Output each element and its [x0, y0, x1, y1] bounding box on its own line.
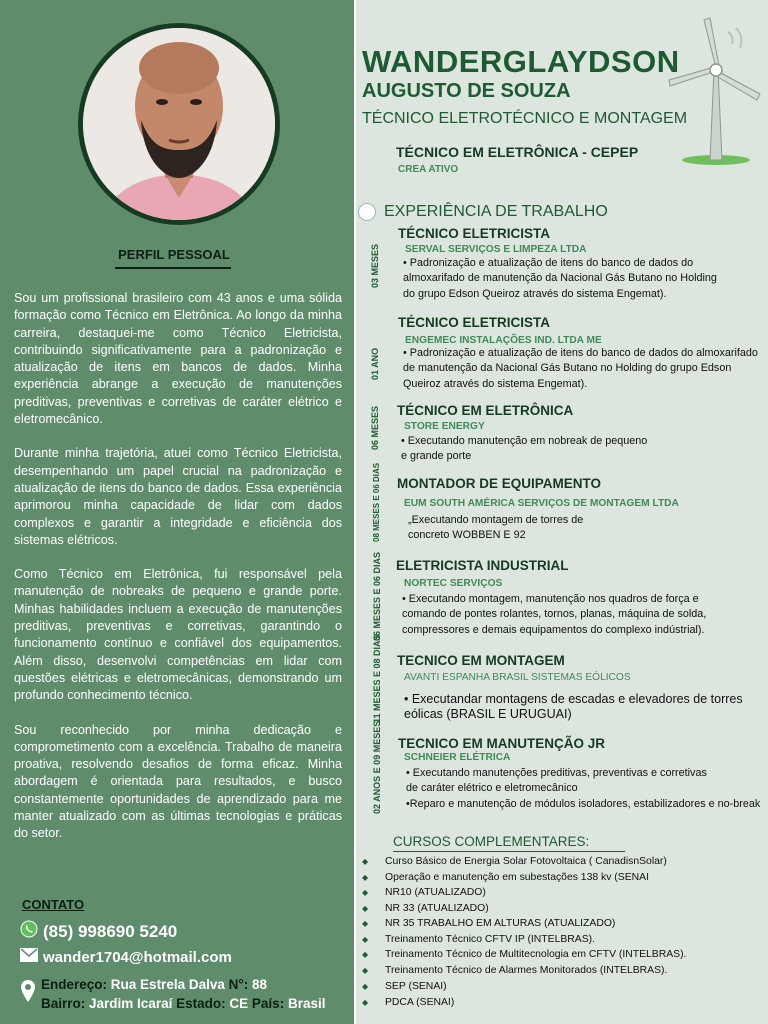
job-subtitle: TÉCNICO ELETROTÉCNICO E MONTAGEM	[362, 110, 688, 127]
job-duration: 06 MESES E 06 DIAS	[372, 551, 382, 641]
endereco-label: Endereço:	[41, 977, 108, 992]
perfil-paragraph: Durante minha trajetória, atuei como Técnico Eletricista, desempenhando um papel crucial na padronização e atualização de itens do banco de dados. Essa experiência aprimorou minha capacidade de lidar com dados complexos e garantir a integridade e eficiência dos sistemas elétricos.	[14, 446, 342, 547]
course-item	[362, 934, 595, 945]
course-label: PDCA (SENAI)	[385, 997, 455, 1008]
bairro-label: Bairro:	[41, 996, 86, 1011]
email-address[interactable]: wander1704@hotmail.com	[43, 948, 232, 966]
estado-label: Estado:	[176, 996, 226, 1011]
diamond-bullet-icon: ◆	[362, 982, 369, 991]
job-duration: 06 MESES	[370, 405, 380, 450]
course-item	[362, 903, 489, 914]
estado-value: CE	[229, 996, 249, 1011]
course-item	[362, 949, 686, 960]
address-row	[20, 975, 326, 1013]
education-course: TÉCNICO EM ELETRÔNICA - CEPEP	[396, 144, 639, 160]
pais-label: País:	[251, 996, 285, 1011]
pais-value: Brasil	[287, 996, 326, 1011]
job-description: • Padronização e atualização de itens do banco de dados do almoxarifado de manutenção da Nacional Gás Butano no Holding do grupo Edson Queiroz através do sistema Engemat).	[403, 347, 758, 390]
job-duration: 08 MESES E 06 DIAS	[372, 462, 381, 542]
course-item	[362, 981, 447, 992]
job-description: • Executandar montagens de escadas e elevadores de torres eólicas (BRASIL E URUGUAI)	[404, 692, 743, 721]
diamond-bullet-icon: ◆	[362, 919, 369, 928]
job-company: STORE ENERGY	[404, 421, 485, 432]
course-label: NR 33 (ATUALIZADO)	[385, 903, 489, 914]
contato-title: CONTATO	[22, 897, 85, 912]
experiencia-title: EXPERIÊNCIA DE TRABALHO	[384, 203, 608, 220]
diamond-bullet-icon: ◆	[362, 888, 369, 897]
course-label: SEP (SENAI)	[385, 981, 447, 992]
perfil-paragraph: Como Técnico em Eletrônica, fui responsável pela manutenção de nobreaks de pequeno e grande porte. Minhas habilidades incluem a execução de manutenções preditivas, preventivas e corretivas, garantindo o funcionamento contínuo e confiável dos equipamentos. Além disso, desenvolvi competências em lidar com questões elétricas e eletromecânicas, demonstrando um profundo conhecimento técnico.	[14, 567, 342, 703]
job-duration: 11 MESES E 08 DIAS	[372, 634, 382, 723]
job-duration: 01 ANO	[370, 347, 380, 380]
location-pin-icon	[20, 979, 36, 1008]
address-text	[41, 975, 326, 1013]
bairro-value: Jardim Icaraí	[89, 996, 173, 1011]
job-duration: 02 ANOS E 09 MESES	[372, 720, 382, 814]
cursos-underline	[393, 851, 625, 852]
job-company: EUM SOUTH AMÉRICA SERVIÇOS DE MONTAGEM LTDA	[404, 498, 679, 509]
course-item	[362, 918, 615, 929]
job-description: „Executando montagem de torres de concreto WOBBEN E 92	[408, 514, 584, 542]
crea-status: CREA ATIVO	[398, 164, 459, 175]
cursos-title: CURSOS COMPLEMENTARES:	[393, 834, 590, 849]
name-line1: WANDERGLAYDSON	[362, 44, 680, 79]
numero-value: 88	[252, 977, 268, 992]
person-portrait	[83, 28, 275, 220]
job-description: • Executando manutenções preditivas, preventivas e corretivas de caráter elétrico e eletromecânico •Reparo e manutenção de módulos isoladores, estabilizadores e no-break	[406, 767, 761, 810]
job-duration: 03 MESES	[370, 243, 380, 288]
job-title: ELETRICISTA INDUSTRIAL	[396, 558, 569, 573]
course-label: Treinamento Técnico de Multitecnologia em CFTV (INTELBRAS).	[385, 949, 687, 960]
diamond-bullet-icon: ◆	[362, 966, 369, 975]
diamond-bullet-icon: ◆	[362, 950, 369, 959]
diamond-bullet-icon: ◆	[362, 857, 369, 866]
job-title: MONTADOR DE EQUIPAMENTO	[397, 476, 602, 491]
perfil-paragraph: Sou um profissional brasileiro com 43 anos e uma sólida formação como Técnico em Eletrônica. Ao longo da minha carreira, destaquei-me como Técnico Eletricista, contribuindo significativamente para a padronização e atualização de itens em bancos de dados. Minha experiência abrange a execução de manutenções preditivas, preventivas e corretivas de caráter elétrico e eletromecânico.	[14, 291, 342, 427]
wind-turbine-icon	[664, 12, 764, 168]
diamond-bullet-icon: ◆	[362, 935, 369, 944]
course-item	[362, 856, 667, 867]
diamond-bullet-icon: ◆	[362, 873, 369, 882]
job-company: ENGEMEC INSTALAÇÕES IND. LTDA ME	[405, 335, 602, 346]
perfil-text	[14, 290, 342, 860]
course-label: NR 35 TRABALHO EM ALTURAS (ATUALIZADO)	[385, 918, 616, 929]
email-row[interactable]	[20, 948, 232, 966]
diamond-bullet-icon: ◆	[362, 904, 369, 913]
job-description: • Executando manutenção em nobreak de pequeno e grande porte	[401, 435, 648, 463]
perfil-paragraph: Sou reconhecido por minha dedicação e comprometimento com a excelência. Trabalho de maneira proativa, resolvendo desafios de forma eficaz. Minha abordagem é orientada para resultados, e busco constantemente oportunidades de aprendizado para me manter atualizado com as últimas tecnologias e práticas do setor.	[14, 722, 342, 841]
mail-icon	[20, 948, 38, 966]
job-company: SCHNEIER ELÉTRICA	[404, 752, 511, 763]
numero-label: N°:	[228, 977, 249, 992]
course-label: Operação e manutenção em subestações 138 kv (SENAI	[385, 872, 649, 883]
course-item	[362, 965, 667, 976]
profile-photo	[78, 23, 280, 225]
name-line2: AUGUSTO DE SOUZA	[362, 80, 571, 102]
course-item	[362, 997, 454, 1008]
phone-row[interactable]	[20, 920, 177, 943]
job-company: NORTEC SERVIÇOS	[404, 578, 503, 589]
job-title: TECNICO EM MONTAGEM	[397, 653, 565, 668]
course-label: Curso Básico de Energia Solar Fotovoltaica ( CanadisnSolar)	[385, 856, 667, 867]
job-title: TÉCNICO EM ELETRÔNICA	[397, 403, 574, 418]
perfil-underline	[115, 267, 231, 269]
course-label: NR10 (ATUALIZADO)	[385, 887, 486, 898]
job-company: SERVAL SERVIÇOS E LIMPEZA LTDA	[405, 244, 587, 255]
diamond-bullet-icon: ◆	[362, 998, 369, 1007]
course-item	[362, 887, 486, 898]
phone-number[interactable]: (85) 998690 5240	[43, 921, 178, 941]
section-bullet-icon	[358, 203, 376, 221]
job-title: TÉCNICO ELETRICISTA	[398, 315, 551, 330]
job-title: TECNICO EM MANUTENÇÃO JR	[398, 736, 606, 751]
endereco-value: Rua Estrela Dalva	[110, 977, 225, 992]
perfil-title: PERFIL PESSOAL	[118, 247, 230, 262]
job-company: AVANTI ESPANHA BRASIL SISTEMAS EÓLICOS	[404, 672, 631, 683]
course-label: Treinamento Técnico de Alarmes Monitorados (INTELBRAS).	[385, 965, 668, 976]
course-item	[362, 872, 649, 883]
whatsapp-icon	[20, 920, 38, 943]
job-description: • Executando montagem, manutenção nos quadros de força e comando de pontes rolantes, tornos, planas, máquina de solda, compressores e demais equipamentos do complexo indústrial).	[402, 593, 707, 636]
job-title: TÉCNICO ELETRICISTA	[398, 226, 551, 241]
course-label: Treinamento Técnico CFTV IP (INTELBRAS).	[385, 934, 595, 945]
job-description: • Padronização e atualização de itens do banco de dados do almoxarifado de manutenção da Nacional Gás Butano no Holding do grupo Edson Queiroz através do sistema Engemat).	[403, 257, 717, 300]
